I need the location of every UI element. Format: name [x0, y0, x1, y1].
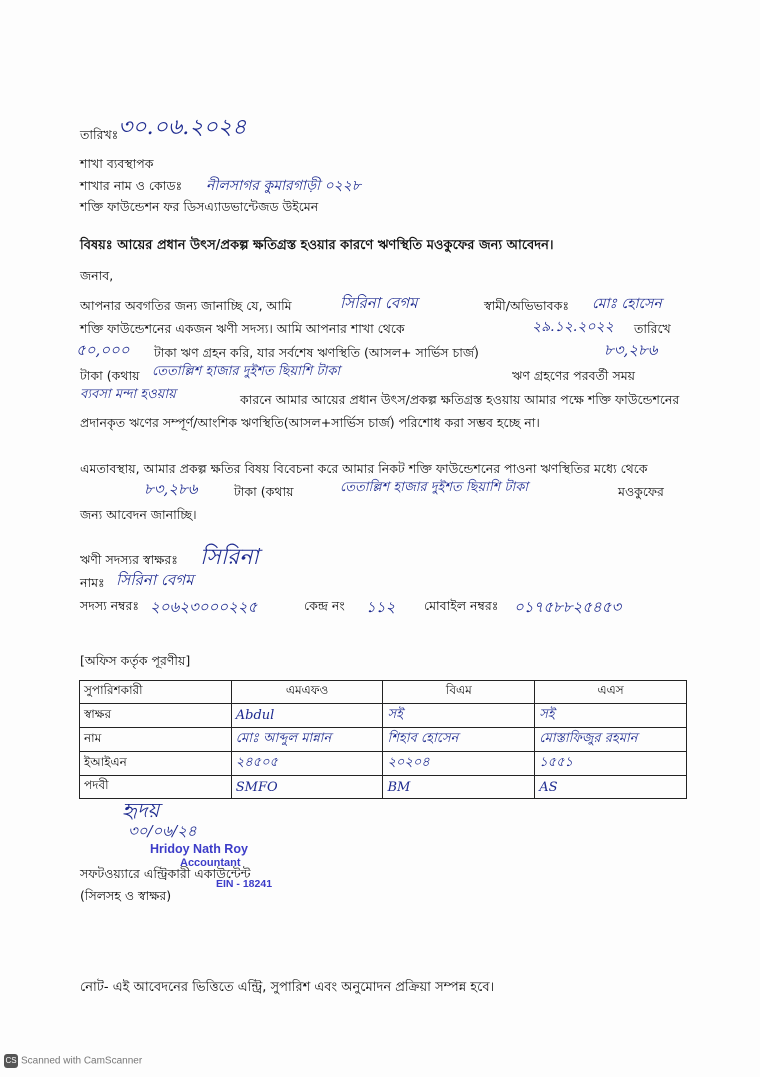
footer-note: নোট- এই আবেদনের ভিত্তিতে এন্ট্রি, সুপারিশ এবং অনুমোদন প্রক্রিয়া সম্পন্ন হবে। — [80, 980, 495, 995]
mfo-designation: SMFO — [235, 779, 278, 795]
table-row — [80, 728, 687, 752]
recommendation-table — [79, 680, 687, 799]
center-number-label: কেন্দ্র নং — [304, 598, 345, 613]
row-label: ইআইএন — [80, 752, 232, 776]
waive-amount-handwritten: ৮৩,২৮৬ — [144, 480, 198, 498]
date-label: তারিখঃ — [80, 127, 119, 142]
as-signature: সই — [539, 707, 555, 722]
branch-value: নীলসাগর কুমারগাড়ী ০২২৮ — [206, 178, 361, 194]
recipient-title: শাখা ব্যবস্থাপক — [80, 156, 154, 171]
table-header-row — [80, 681, 687, 704]
body-text: টাকা (কথায় — [80, 368, 140, 383]
body-text: তারিখে — [634, 321, 671, 336]
stamp-ein: EIN - 18241 — [216, 878, 273, 890]
mfo-ein: ২৪৫০৫ — [235, 755, 278, 770]
bm-designation: BM — [387, 779, 411, 795]
mfo-name: মোঃ আব্দুল মান্নান — [235, 731, 332, 746]
mfo-signature: Abdul — [235, 708, 275, 723]
loan-amount-handwritten: ৫০,০০০ — [76, 341, 130, 359]
table-row — [80, 776, 687, 799]
bm-ein: ২০২০৪ — [387, 755, 430, 770]
table-header: বিএম — [383, 681, 535, 704]
table-header: এমএফও — [231, 681, 383, 704]
center-number: ১১২ — [366, 598, 396, 616]
member-signature-label: ঋণী সদস্যর স্বাক্ষরঃ — [80, 552, 178, 567]
member-number-label: সদস্য নম্বরঃ — [80, 598, 140, 613]
accountant-label: সফটওয়্যারে এন্ট্রিকারী একাউন্টেন্ট — [80, 866, 251, 881]
accountant-seal-label: (সিলসহ ও স্বাক্ষর) — [80, 888, 172, 903]
table-header: এএস — [535, 681, 687, 704]
balance-words-handwritten: তেতাল্লিশ হাজার দুইশত ছিয়াশি টাকা — [152, 364, 341, 379]
stamp-name: Hridoy Nath Roy — [150, 842, 248, 856]
as-name: মোস্তাফিজুর রহমান — [539, 731, 638, 746]
body-text: টাকা ঋণ গ্রহন করি, যার সর্বশেষ ঋণস্থিতি (আসল+ সার্ভিস চার্জ) — [154, 345, 479, 360]
subject-line: বিষয়ঃ আয়ের প্রধান উৎস/প্রকল্প ক্ষতিগ্রস্ত হওয়ার কারণে ঋণস্থিতি মওকুফের জন্য আবেদন। — [80, 238, 554, 253]
body-paragraph: মওকুফের জন্য আবেদন জানাচ্ছি। — [80, 484, 664, 522]
body-text: টাকা (কথায় — [234, 484, 294, 499]
member-name: সিরিনা বেগম — [116, 571, 194, 589]
as-ein: ১৫৫১ — [539, 755, 573, 770]
member-number: ২০৬২৩০০০২২৫ — [150, 598, 258, 616]
body-text: স্বামী/অভিভাবকঃ — [484, 298, 569, 313]
table-header: সুপারিশকারী — [80, 681, 232, 704]
office-use-label: [অফিস কর্তৃক পূরণীয়] — [80, 653, 191, 668]
loan-date-handwritten: ২৯.১২.২০২২ — [532, 319, 614, 335]
bm-name: শিহাব হোসেন — [387, 731, 459, 746]
row-label: নাম — [80, 728, 232, 752]
mobile-number-label: মোবাইল নম্বরঃ — [424, 598, 499, 613]
as-designation: AS — [539, 779, 558, 795]
accountant-signature: হৃদয় — [122, 798, 160, 822]
table-row — [80, 704, 687, 728]
member-name-label: নামঃ — [80, 575, 105, 590]
reason-handwritten: ব্যবসা মন্দা হওয়ায় — [80, 387, 176, 402]
row-label: স্বাক্ষর — [80, 704, 232, 728]
body-text: আপনার অবগতির জন্য জানাচ্ছি যে, আমি — [80, 298, 292, 313]
guardian-name-handwritten: মোঃ হোসেন — [592, 296, 662, 312]
balance-handwritten: ৮৩,২৮৬ — [604, 341, 658, 359]
camscanner-icon: CS — [4, 1054, 18, 1068]
scanner-text: Scanned with CamScanner — [21, 1055, 143, 1067]
waive-words-handwritten: তেতাল্লিশ হাজার দুইশত ছিয়াশি টাকা — [340, 480, 529, 495]
branch-label: শাখার নাম ও কোডঃ — [80, 178, 183, 193]
organization-name: শক্তি ফাউন্ডেশন ফর ডিসএ্যাডভান্টেজড উইমেন — [80, 199, 319, 214]
body-text: ঋণ গ্রহণের পরবর্তী সময় — [512, 368, 636, 383]
body-paragraph: কারনে আমার আয়ের প্রধান উৎস/প্রকল্প ক্ষতিগ্রস্ত হওয়ায় আমার পক্ষে শক্তি ফাউন্ডেশনের প্রদানকৃত ঋণের সম্পূর্ণ/আংশিক ঋণস্থিতি(আসল+সার্ভিস চার্জ) পরিশোধ করা সম্ভব হচ্ছে না। — [80, 392, 680, 430]
body-text: শক্তি ফাউন্ডেশনের একজন ঋণী সদস্য। আমি আপনার শাখা থেকে — [80, 321, 405, 336]
date-value: ৩০.০৬.২০২৪ — [118, 115, 247, 140]
mobile-number: ০১৭৫৮৮২৫৪৫৩ — [514, 598, 622, 616]
member-name-handwritten: সিরিনা বেগম — [340, 294, 418, 312]
member-signature: সিরিনা — [200, 545, 259, 570]
body-paragraph: এমতাবস্থায়, আমার প্রকল্প ক্ষতির বিষয় বিবেচনা করে আমার নিকট শক্তি ফাউন্ডেশনের পাওনা ঋণস্থিতির মধ্যে থেকে — [80, 461, 648, 476]
table-row — [80, 752, 687, 776]
salutation: জনাব, — [80, 268, 114, 283]
scanner-watermark — [4, 1054, 142, 1068]
stamp-title: Accountant — [180, 857, 241, 869]
bm-signature: সই — [387, 707, 403, 722]
accountant-sign-date: ৩০/০৬/২৪ — [128, 822, 197, 840]
row-label: পদবী — [80, 776, 232, 799]
